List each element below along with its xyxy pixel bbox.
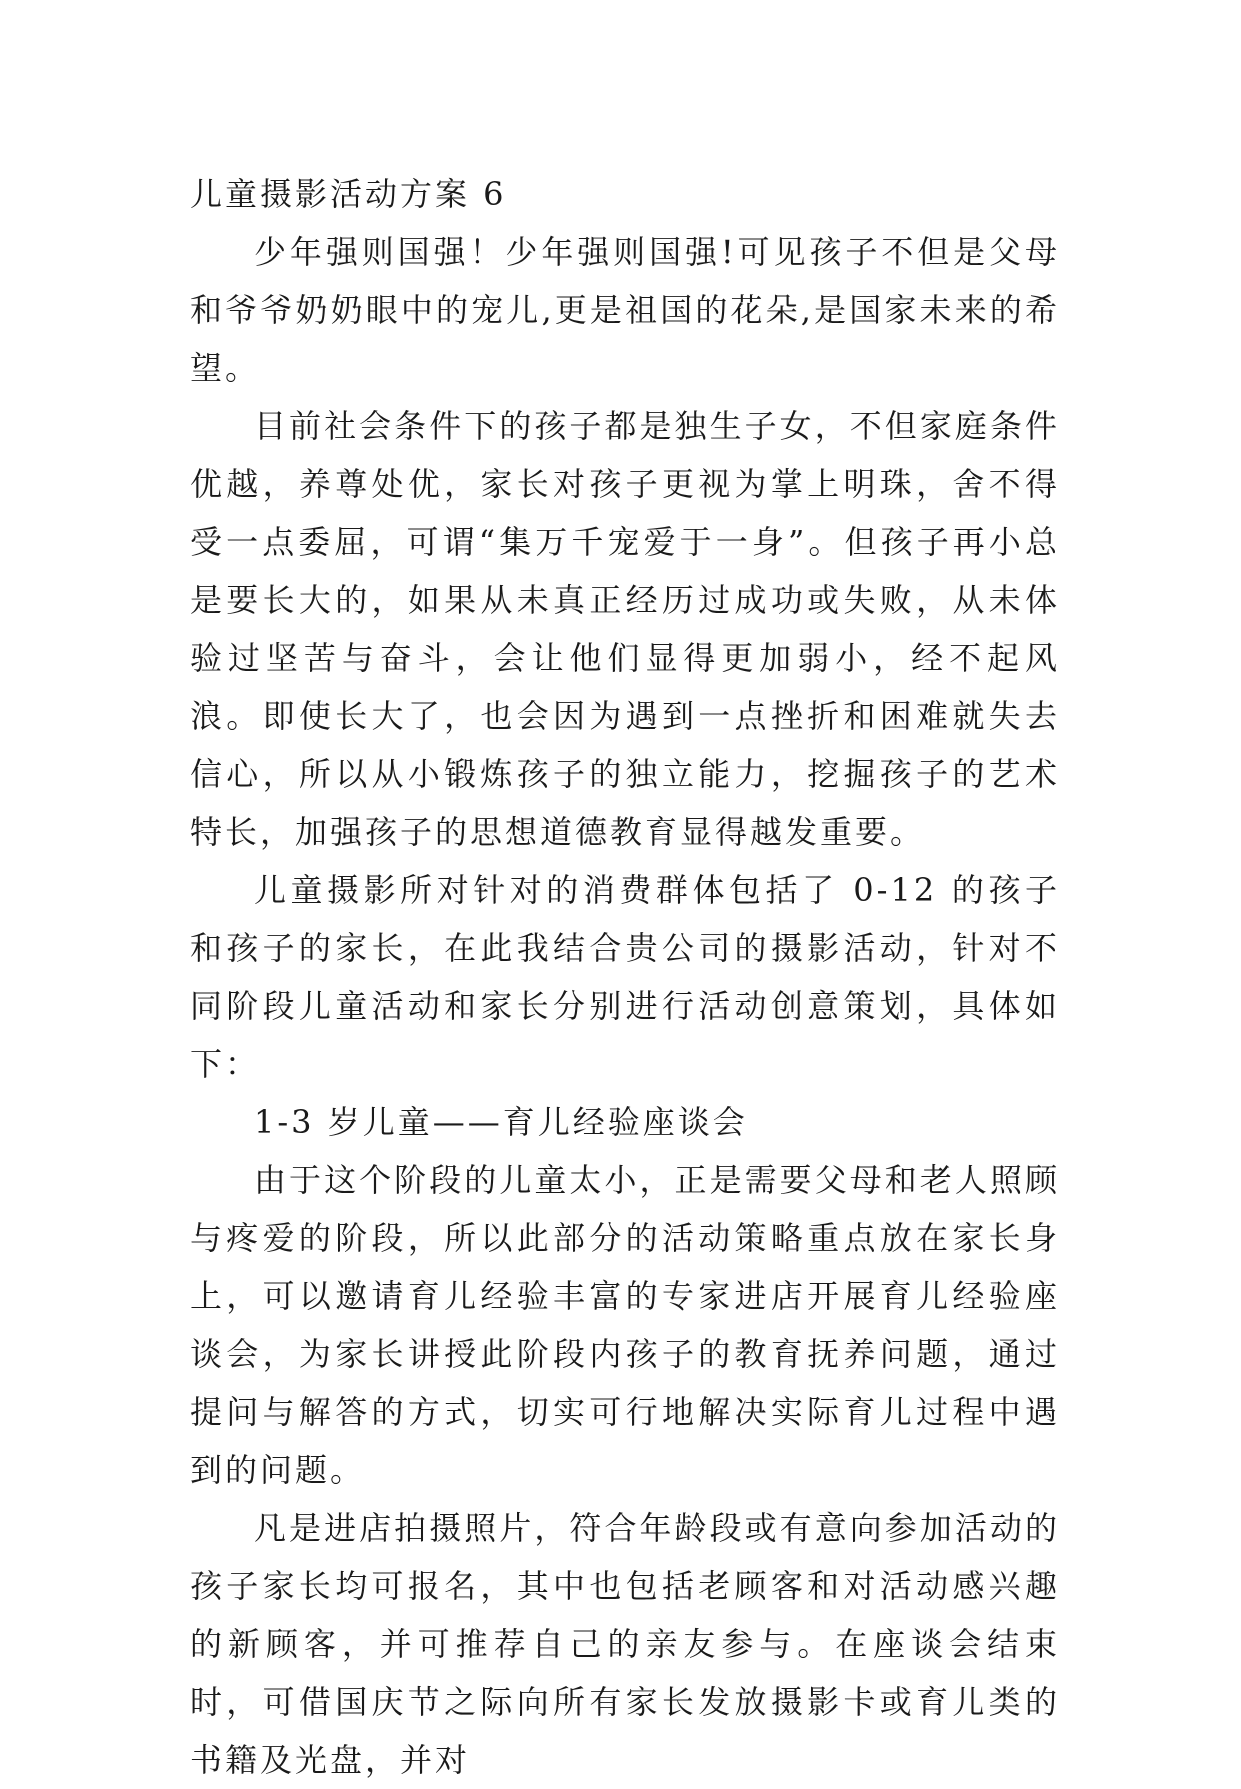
document-title: 儿童摄影活动方案 6 (190, 175, 507, 213)
paragraph-intro: 少年强则国强！少年强则国强!可见孩子不但是父母和爷爷奶奶眼中的宠儿,更是祖国的花朵,是国家未来的希望。 (190, 233, 1060, 387)
document-body (190, 165, 1060, 1789)
paragraph-registration: 凡是进店拍摄照片，符合年龄段或有意向参加活动的孩子家长均可报名，其中也包括老顾客和对活动感兴趣的新顾客，并可推荐自己的亲友参与。在座谈会结束时，可借国庆节之际向所有家长发放摄影卡或育儿类的书籍及光盘，并对 (190, 1509, 1060, 1779)
paragraph-target-group: 儿童摄影所对针对的消费群体包括了 0-12 的孩子和孩子的家长，在此我结合贵公司的摄影活动，针对不同阶段儿童活动和家长分别进行活动创意策划，具体如下： (190, 871, 1060, 1083)
paragraph-background: 目前社会条件下的孩子都是独生子女，不但家庭条件优越，养尊处优，家长对孩子更视为掌上明珠，舍不得受一点委屈，可谓“集万千宠爱于一身”。但孩子再小总是要长大的，如果从未真正经历过成功或失败，从未体验过坚苦与奋斗，会让他们显得更加弱小，经不起风浪。即使长大了，也会因为遇到一点挫折和困难就失去信心，所以从小锻炼孩子的独立能力，挖掘孩子的艺术特长，加强孩子的思想道德教育显得越发重要。 (190, 407, 1060, 851)
paragraph-seminar: 由于这个阶段的儿童太小，正是需要父母和老人照顾与疼爱的阶段，所以此部分的活动策略重点放在家长身上，可以邀请育儿经验丰富的专家进店开展育儿经验座谈会，为家长讲授此阶段内孩子的教育抚养问题，通过提问与解答的方式，切实可行地解决实际育儿过程中遇到的问题。 (190, 1161, 1060, 1489)
section-heading-1-3-years: 1-3 岁儿童——育儿经验座谈会 (254, 1103, 748, 1141)
